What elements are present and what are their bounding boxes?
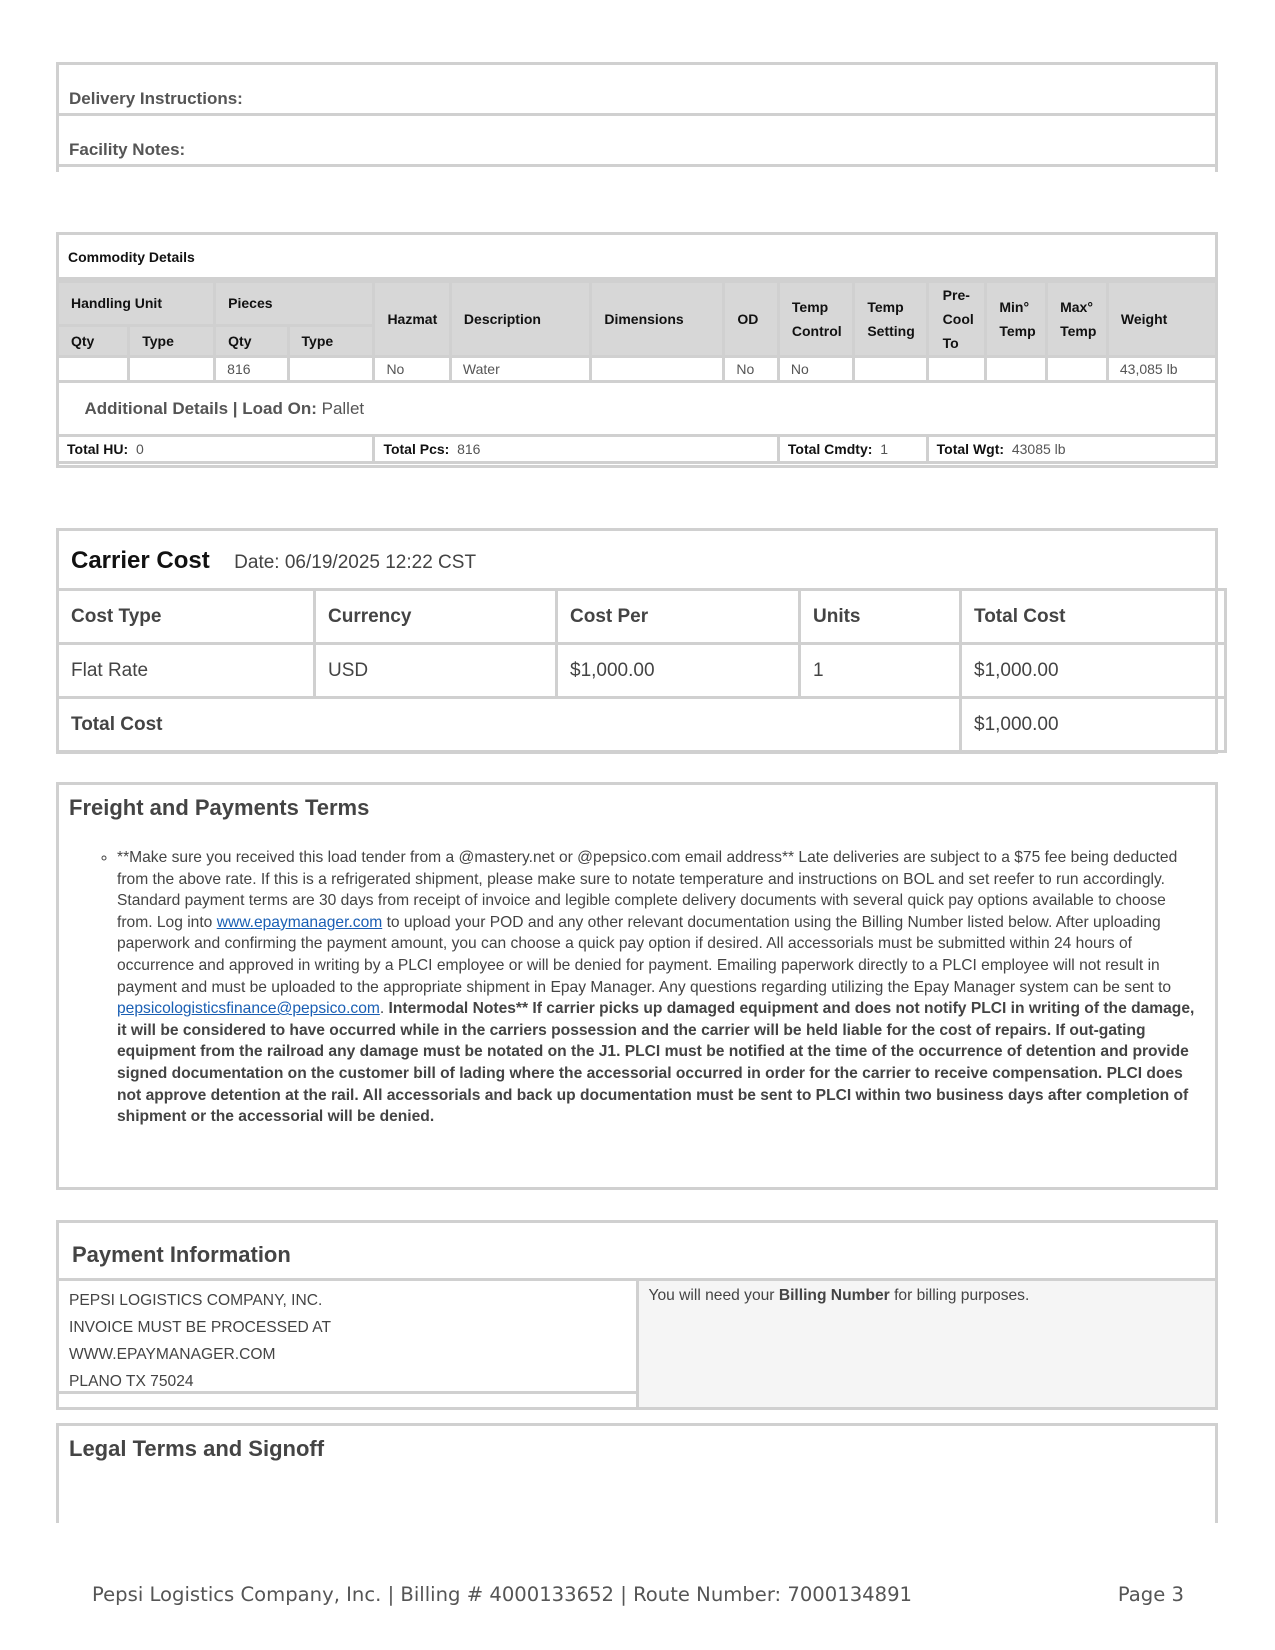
total-pcs <box>374 436 778 463</box>
delivery-instructions-label: Delivery Instructions: <box>59 65 1215 116</box>
payment-information-section <box>56 1220 1218 1394</box>
carrier-cost-section <box>56 528 1218 754</box>
cell-cost-per: $1,000.00 <box>557 644 800 698</box>
cell-total-cost: $1,000.00 <box>961 644 1226 698</box>
cell-dimensions <box>591 357 724 382</box>
header-cost-per: Cost Per <box>557 590 800 644</box>
header-cost-type: Cost Type <box>58 590 315 644</box>
cell-cost-type: Flat Rate <box>58 644 315 698</box>
carrier-cost-table <box>56 588 1227 753</box>
cell-description: Water <box>450 357 590 382</box>
cell-hu-qty <box>58 357 129 382</box>
header-pre-cool-to: Pre-Cool To <box>927 282 986 357</box>
header-dimensions: Dimensions <box>591 282 724 357</box>
header-max-temp: Max° Temp <box>1047 282 1108 357</box>
billing-note-bold: Billing Number <box>778 1287 890 1304</box>
total-hu <box>58 436 374 463</box>
payment-table <box>56 1278 1218 1410</box>
header-pc-type: Type <box>288 325 374 356</box>
header-hu-type: Type <box>129 325 215 356</box>
cell-currency: USD <box>315 644 557 698</box>
facility-notes-label: Facility Notes: <box>59 116 1215 167</box>
total-cost-value: $1,000.00 <box>961 698 1226 752</box>
freight-text-1: **Make sure you received this load tender from a @mastery.net or @pepsico.com email address** Late deliveries are subject to a $75 fee being deducted from the above rate. If this is a refrigerated shipment, please make sure to notate temperature and instructions on BOL and set reefer to run accordingly. Standard payment terms are 30 days from receipt of invoice and legible complete delivery documents with several quick pay options available to choose from. Log into <box>117 849 1178 931</box>
header-temp-setting: Temp Setting <box>854 282 927 357</box>
carrier-cost-title: Carrier Cost <box>71 547 210 574</box>
legal-terms-title: Legal Terms and Signoff <box>69 1436 325 1461</box>
header-units: Units <box>800 590 961 644</box>
header-total-cost: Total Cost <box>961 590 1226 644</box>
delivery-section <box>56 62 1218 172</box>
payment-information-title: Payment Information <box>59 1223 1215 1281</box>
cell-max-temp <box>1047 357 1108 382</box>
cell-min-temp <box>986 357 1047 382</box>
payment-address <box>58 1280 638 1409</box>
finance-email-link[interactable]: pepsicologisticsfinance@pepsico.com <box>117 1000 380 1018</box>
legal-terms-section <box>56 1423 1218 1523</box>
header-currency: Currency <box>315 590 557 644</box>
carrier-cost-date: Date: 06/19/2025 12:22 CST <box>234 552 477 573</box>
freight-terms-section <box>56 782 1218 1190</box>
address-line: PEPSI LOGISTICS COMPANY, INC. <box>69 1292 323 1309</box>
commodity-table <box>56 280 1218 464</box>
header-od: OD <box>724 282 778 357</box>
commodity-title: Commodity Details <box>59 235 1215 280</box>
footer-text: Pepsi Logistics Company, Inc. | Billing # 4000133652 | Route Number: 7000134891 <box>92 1583 913 1606</box>
cell-od: No <box>724 357 778 382</box>
cell-hu-type <box>129 357 215 382</box>
header-handling-unit: Handling Unit <box>58 282 215 326</box>
header-pieces: Pieces <box>215 282 374 326</box>
cell-temp-control: No <box>778 357 853 382</box>
billing-note <box>637 1280 1217 1409</box>
header-weight: Weight <box>1107 282 1216 357</box>
freight-text-2: to upload your POD and any other relevant documentation using the Billing Number listed below. After uploading paperwork and confirming the payment amount, you can choose a quick pay option if desired. All accessorials must be submitted within 24 hours of occurrence and approved in writing by a PLCI employee or will be denied for payment. Emailing paperwork directly to a PLCI employee will not result in payment and must be uploaded to the appropriate shipment in Epay Manager. Any questions regarding utilizing the Epay Manager system can be sent to <box>117 913 1172 996</box>
cell-pc-qty: 816 <box>215 357 288 382</box>
total-pcs-label: Total Pcs: <box>383 441 450 457</box>
page-footer <box>92 1583 1184 1606</box>
total-pcs-value: 816 <box>457 441 481 457</box>
total-wgt <box>927 436 1216 463</box>
total-cmdty-value: 1 <box>880 441 888 457</box>
page-number: Page 3 <box>1117 1583 1184 1606</box>
header-description: Description <box>450 282 590 357</box>
total-cmdty <box>778 436 927 463</box>
table-row <box>58 644 1226 698</box>
billing-note-text: for billing purposes. <box>889 1287 1030 1304</box>
header-pc-qty: Qty <box>215 325 288 356</box>
total-wgt-value: 43085 lb <box>1011 441 1066 457</box>
cell-hazmat: No <box>374 357 450 382</box>
additional-details-label: Additional Details | Load On: <box>84 398 317 418</box>
freight-text-3: . <box>379 1000 389 1018</box>
header-hazmat: Hazmat <box>374 282 450 357</box>
address-line: INVOICE MUST BE PROCESSED AT <box>69 1319 331 1336</box>
carrier-cost-header <box>59 531 1215 591</box>
cell-weight: 43,085 lb <box>1107 357 1216 382</box>
header-hu-qty: Qty <box>58 325 129 356</box>
freight-terms-title: Freight and Payments Terms <box>69 795 370 820</box>
header-min-temp: Min° Temp <box>986 282 1047 357</box>
billing-note-text: You will need your <box>648 1287 779 1304</box>
cell-units: 1 <box>800 644 961 698</box>
additional-details <box>58 382 1217 436</box>
cell-pc-type <box>288 357 374 382</box>
intermodal-notes: Intermodal Notes** If carrier picks up damaged equipment and does not notify PLCI in writing of the damage, it will be considered to have occurred while in the carriers possession and the carrier will be held liable for the cost of repairs. If out-gating equipment from the railroad any damage must be notated on the J1. PLCI must be notified at the time of the occurrence of detention and provide signed documentation on the customer bill of lading where the accessorial occurred in order for the carrier to receive compensation. PLCI does not approve detention at the rail. All accessorials and back up documentation must be sent to PLCI within two business days after completion of shipment or the accessorial will be denied. <box>117 1000 1195 1126</box>
table-row <box>58 357 1217 382</box>
cell-pre-cool-to <box>927 357 986 382</box>
address-line: WWW.EPAYMANAGER.COM <box>69 1346 276 1363</box>
cell-temp-setting <box>854 357 927 382</box>
total-cost-label: Total Cost <box>58 698 961 752</box>
freight-terms-item <box>117 847 1201 1128</box>
additional-details-value: Pallet <box>321 398 365 418</box>
total-hu-label: Total HU: <box>67 441 129 457</box>
commodity-details-section <box>56 232 1218 468</box>
total-wgt-label: Total Wgt: <box>936 441 1005 457</box>
header-temp-control: Temp Control <box>778 282 853 357</box>
total-hu-value: 0 <box>135 441 144 457</box>
total-cmdty-label: Total Cmdty: <box>787 441 873 457</box>
address-line: PLANO TX 75024 <box>69 1373 194 1390</box>
epaymanager-link[interactable]: www.epaymanager.com <box>216 913 383 931</box>
